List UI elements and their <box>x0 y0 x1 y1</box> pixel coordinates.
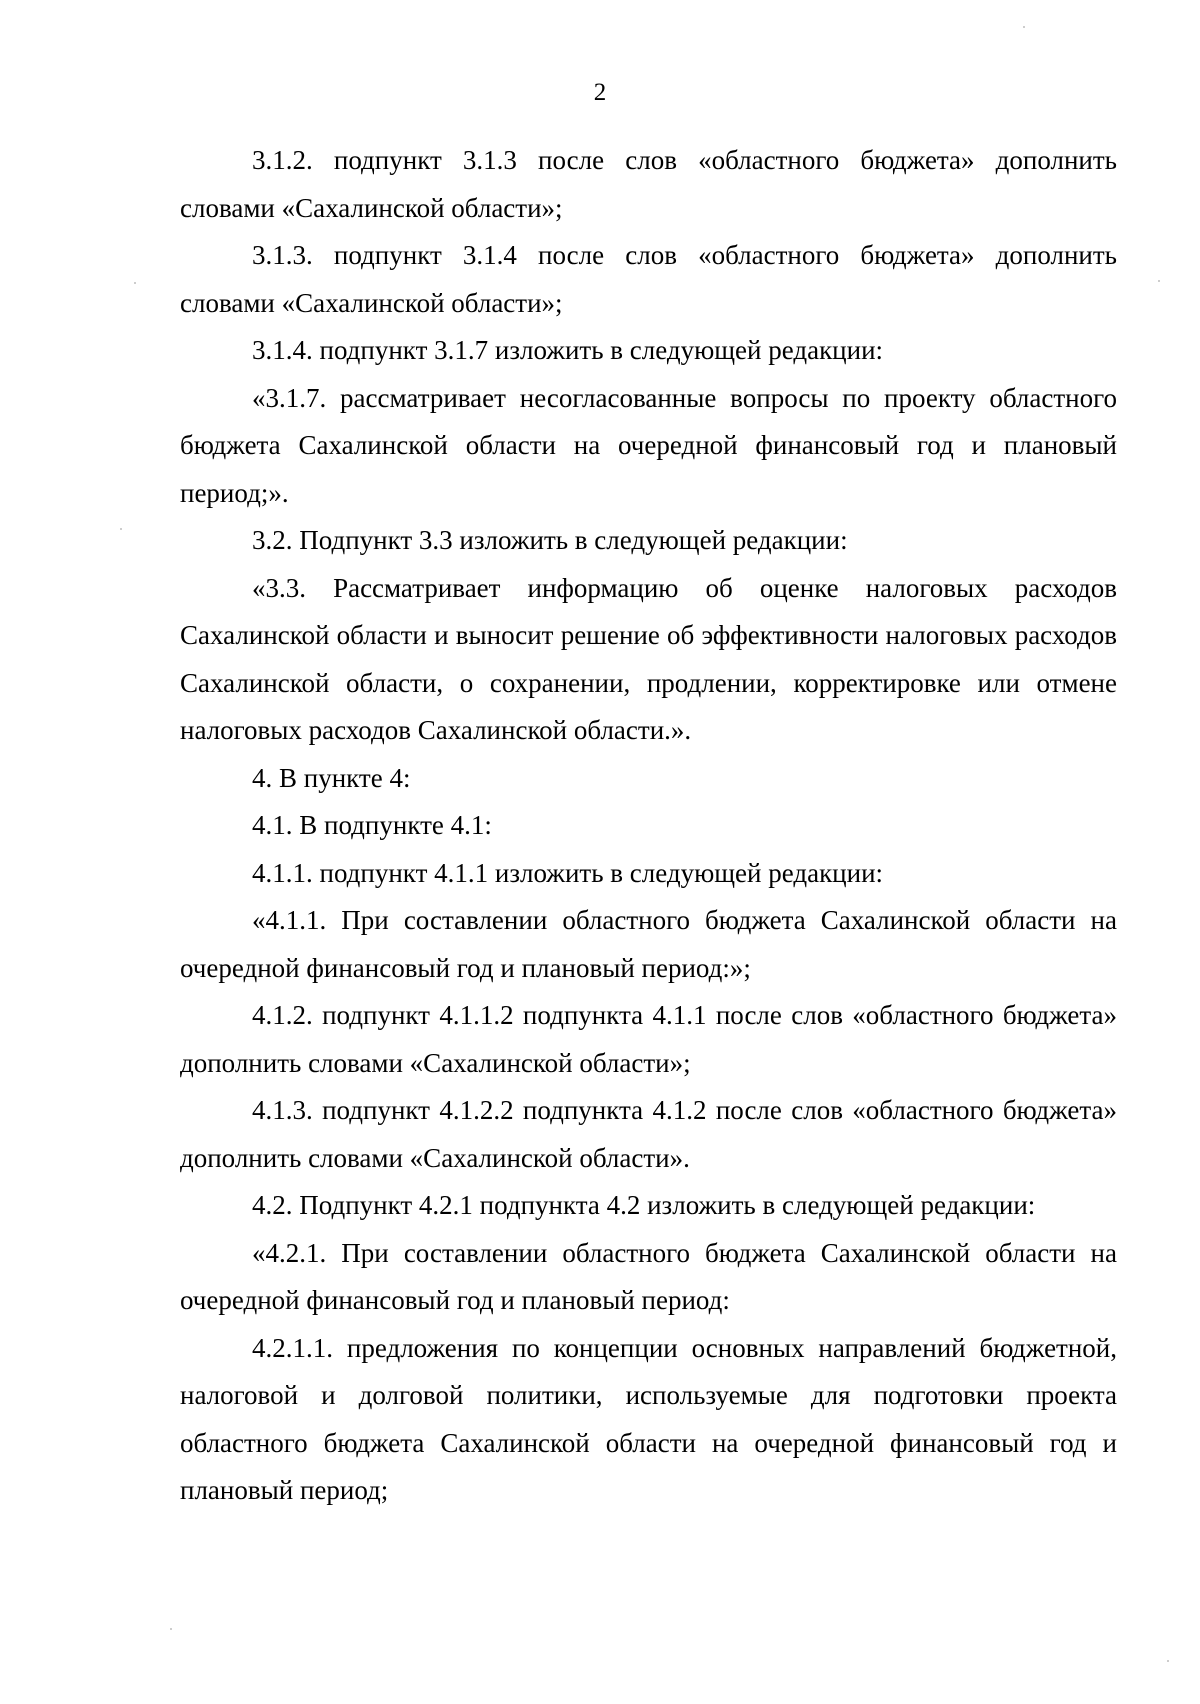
paragraph-quote-3-3: «3.3. Рассматривает информацию об оценке налоговых расходов Сахалинской области и выносит решение об эффективности налоговых расходов Сахалинской области, о сохранении, продлении, корректировке или отмене налоговых расходов Сахалинской области.». <box>180 572 1117 745</box>
paragraph-4-1: 4.1. В подпункте 4.1: <box>252 810 492 840</box>
paragraph-4-2: 4.2. Подпункт 4.2.1 подпункта 4.2 изложить в следующей редакции: <box>252 1190 1036 1220</box>
scan-speck <box>134 282 136 284</box>
paragraph-quote-3-1-7: «3.1.7. рассматривает несогласованные вопросы по проекту областного бюджета Сахалинской области на очередной финансовый год и плановый период;». <box>180 382 1117 508</box>
paragraph-3-1-3: 3.1.3. подпункт 3.1.4 после слов «областного бюджета» дополнить словами «Сахалинской области»; <box>180 240 1117 318</box>
document-body <box>180 137 1117 1515</box>
paragraph-4: 4. В пункте 4: <box>252 762 411 793</box>
page-number: 2 <box>593 79 607 106</box>
paragraph-quote-4-1-1: «4.1.1. При составлении областного бюджета Сахалинской области на очередной финансовый год и плановый период:»; <box>180 905 1117 983</box>
scan-speck <box>1023 26 1025 28</box>
paragraph-quote-4-2-1: «4.2.1. При составлении областного бюджета Сахалинской области на очередной финансовый год и плановый период: <box>180 1237 1117 1315</box>
paragraph-3-1-2: 3.1.2. подпункт 3.1.3 после слов «областного бюджета» дополнить словами «Сахалинской области»; <box>180 145 1117 223</box>
paragraph-3-1-4: 3.1.4. подпункт 3.1.7 изложить в следующей редакции: <box>252 335 884 365</box>
paragraph-3-2: 3.2. Подпункт 3.3 изложить в следующей редакции: <box>252 525 848 555</box>
paragraph-4-1-2: 4.1.2. подпункт 4.1.1.2 подпункта 4.1.1 после слов «областного бюджета» дополнить словами «Сахалинской области»; <box>180 1000 1117 1078</box>
paragraph-4-2-1-1: 4.2.1.1. предложения по концепции основных направлений бюджетной, налоговой и долговой политики, используемые для подготовки проекта областного бюджета Сахалинской области на очередной финансовый год и плановый период; <box>180 1332 1117 1505</box>
scan-speck <box>170 1628 172 1630</box>
paragraph-4-1-3: 4.1.3. подпункт 4.1.2.2 подпункта 4.1.2 после слов «областного бюджета» дополнить словами «Сахалинской области». <box>180 1095 1117 1173</box>
paragraph-4-1-1: 4.1.1. подпункт 4.1.1 изложить в следующей редакции: <box>252 857 884 888</box>
scan-speck <box>120 528 122 530</box>
scan-speck <box>1158 280 1160 282</box>
scan-speck <box>1167 1660 1169 1662</box>
